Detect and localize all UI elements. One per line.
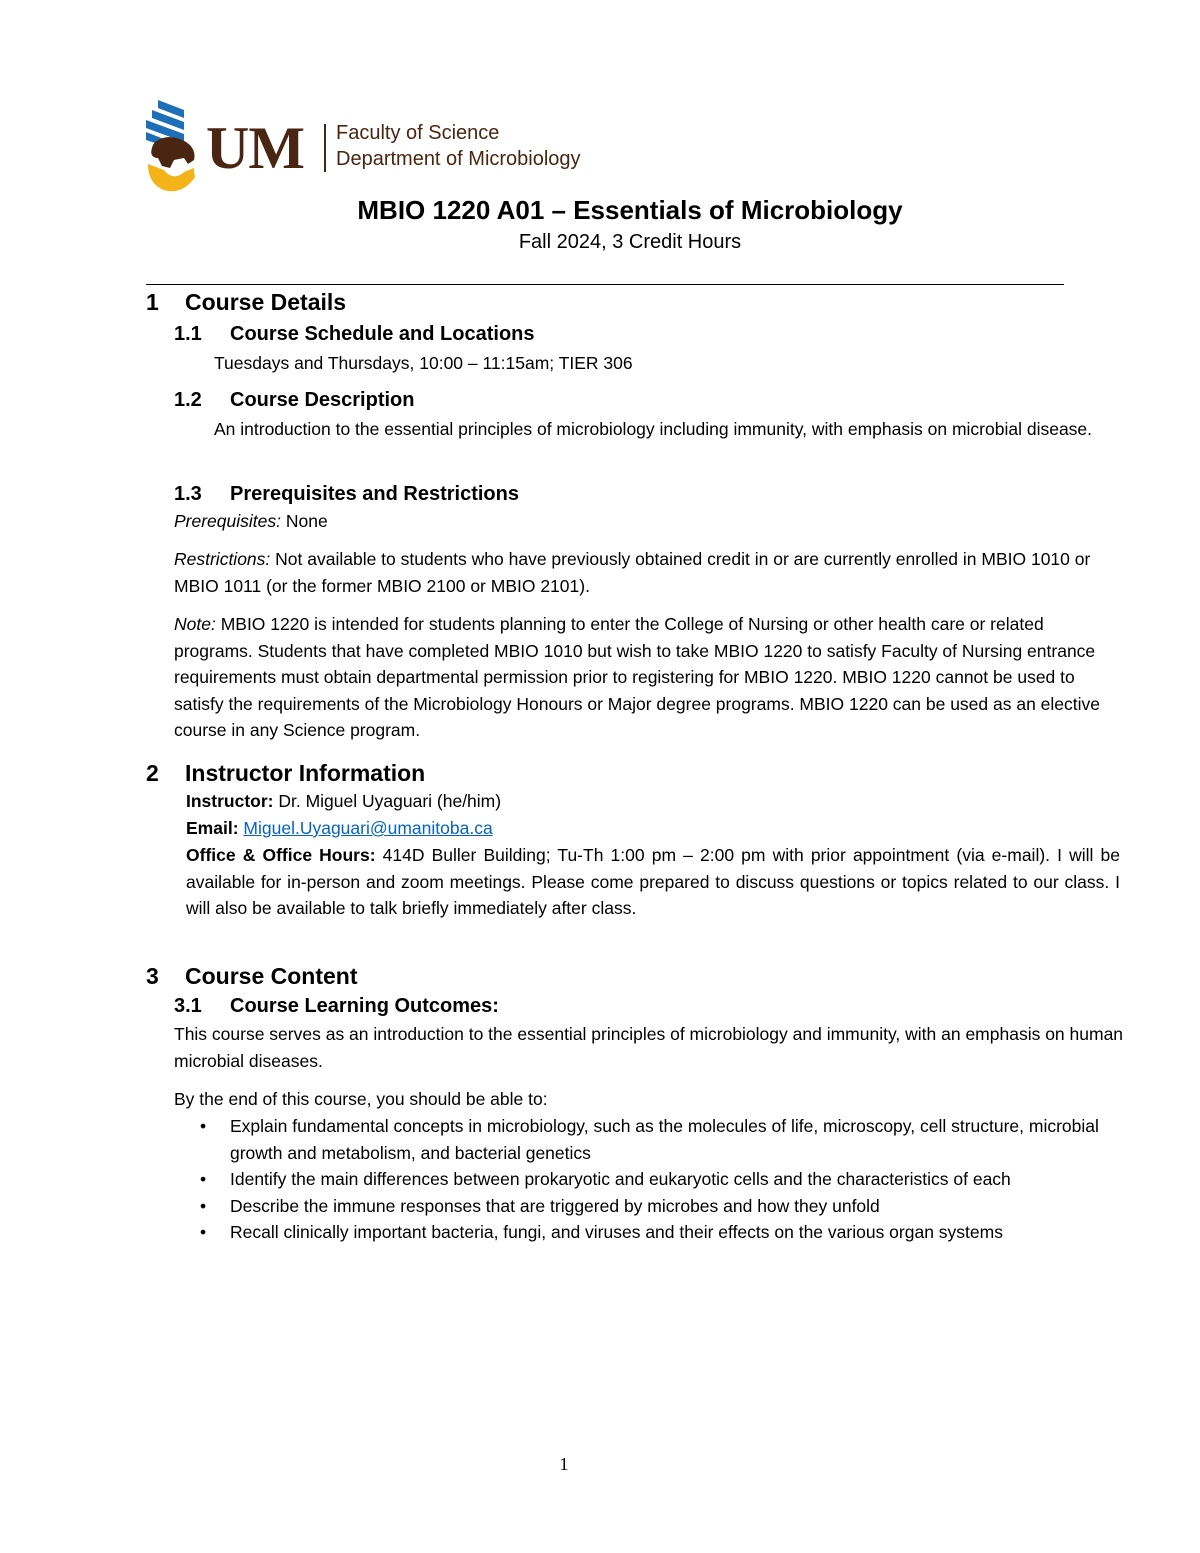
department-name: Department of Microbiology <box>336 148 581 170</box>
schedule-text: Tuesdays and Thursdays, 10:00 – 11:15am; TIER 306 <box>214 353 633 373</box>
list-item <box>174 1219 1124 1246</box>
bullet-icon: • <box>200 1195 207 1216</box>
restrictions-value: Not available to students who have previously obtained credit in or are currently enrolled in MBIO 1010 or MBIO 1011 (or the former MBIO 2100 or MBIO 2101). <box>174 549 1091 596</box>
outcomes-lead: By the end of this course, you should be able to: <box>174 1089 548 1109</box>
instructor-label: Instructor: <box>186 791 274 811</box>
subsection-number: 3.1 <box>174 995 202 1017</box>
email-link[interactable]: Miguel.Uyaguari@umanitoba.ca <box>243 818 493 838</box>
outcomes-list <box>174 1113 1124 1246</box>
course-subtitle: Fall 2024, 3 Credit Hours <box>518 231 742 253</box>
section-heading-course-details <box>146 288 346 316</box>
section-heading-course-content <box>146 962 358 990</box>
list-item <box>174 1166 1124 1193</box>
section-title: Course Details <box>185 289 347 315</box>
instructor-value: Dr. Miguel Uyaguari (he/him) <box>273 791 502 811</box>
list-item-text: Identify the main differences between prokaryotic and eukaryotic cells and the characteristics of each <box>230 1169 1011 1189</box>
section-number: 3 <box>146 963 159 989</box>
subsection-number: 1.2 <box>174 389 202 411</box>
description-text: An introduction to the essential principles of microbiology including immunity, with emphasis on microbial disease. <box>214 419 1093 439</box>
bison-crest-icon <box>144 98 200 194</box>
outcomes-intro: This course serves as an introduction to the essential principles of microbiology and immunity, with an emphasis on human microbial diseases. <box>174 1024 1124 1071</box>
section-title: Course Content <box>185 963 358 989</box>
restrictions-paragraph <box>174 546 1124 599</box>
section-title: Instructor Information <box>185 760 426 786</box>
office-value: 414D Buller Building; Tu-Th 1:00 pm – 2:00 pm with prior appointment (via e-mail). I will be available for in-person and zoom meetings. Please come prepared to discuss questions or topics related to our class. I will also be available to talk briefly immediately after class. <box>186 845 1120 918</box>
subsection-heading-description <box>174 387 414 413</box>
um-wordmark: UM <box>206 115 304 181</box>
subsection-title: Course Description <box>230 389 415 411</box>
page-number: 1 <box>559 1454 569 1474</box>
subsection-heading-outcomes <box>174 993 499 1019</box>
office-label: Office & Office Hours: <box>186 845 376 865</box>
subsection-title: Prerequisites and Restrictions <box>230 483 519 505</box>
instructor-line <box>186 788 1120 815</box>
prerequisites-paragraph <box>174 508 1124 535</box>
email-label: Email: <box>186 818 239 838</box>
subsection-title: Course Schedule and Locations <box>230 323 535 345</box>
section-heading-instructor <box>146 759 425 787</box>
logo-divider <box>324 124 326 172</box>
email-line <box>186 815 1120 842</box>
list-item-text: Explain fundamental concepts in microbiology, such as the molecules of life, microscopy, cell structure, microbial growth and metabolism, and bacterial genetics <box>230 1116 1099 1163</box>
note-value: MBIO 1220 is intended for students planning to enter the College of Nursing or other health care or related programs. Students that have completed MBIO 1010 but wish to take MBIO 1220 to satisfy Faculty of Nursing entrance requirements must obtain departmental permission prior to registering for MBIO 1220. MBIO 1220 cannot be used to satisfy the requirements of the Microbiology Honours or Major degree programs. MBIO 1220 can be used as an elective course in any Science program. <box>174 614 1101 740</box>
bullet-icon: • <box>200 1222 207 1242</box>
subsection-heading-prerequisites <box>174 481 519 507</box>
section-number: 2 <box>146 760 159 786</box>
bullet-icon: • <box>200 1116 207 1136</box>
restrictions-label: Restrictions: <box>174 549 271 569</box>
list-item-text: Describe the immune responses that are triggered by microbes and how they unfold <box>230 1195 880 1216</box>
prerequisites-value: None <box>281 511 328 531</box>
list-item <box>174 1193 1124 1220</box>
section-number: 1 <box>146 289 159 315</box>
subsection-number: 1.3 <box>174 483 202 505</box>
title-divider <box>146 284 1064 285</box>
university-logo <box>144 98 614 198</box>
faculty-name: Faculty of Science <box>336 122 500 144</box>
note-paragraph <box>174 611 1124 744</box>
subsection-number: 1.1 <box>174 323 202 345</box>
subsection-heading-schedule <box>174 321 535 347</box>
note-label: Note: <box>174 614 216 634</box>
list-item-text: Recall clinically important bacteria, fungi, and viruses and their effects on the various organ systems <box>230 1222 1003 1242</box>
bullet-icon: • <box>200 1169 207 1189</box>
list-item <box>174 1113 1124 1166</box>
prerequisites-label: Prerequisites: <box>174 511 281 531</box>
office-hours-paragraph <box>186 842 1120 922</box>
course-title: MBIO 1220 A01 – Essentials of Microbiology <box>357 195 903 225</box>
subsection-title: Course Learning Outcomes: <box>230 995 499 1017</box>
logo-subtitle <box>336 120 581 172</box>
